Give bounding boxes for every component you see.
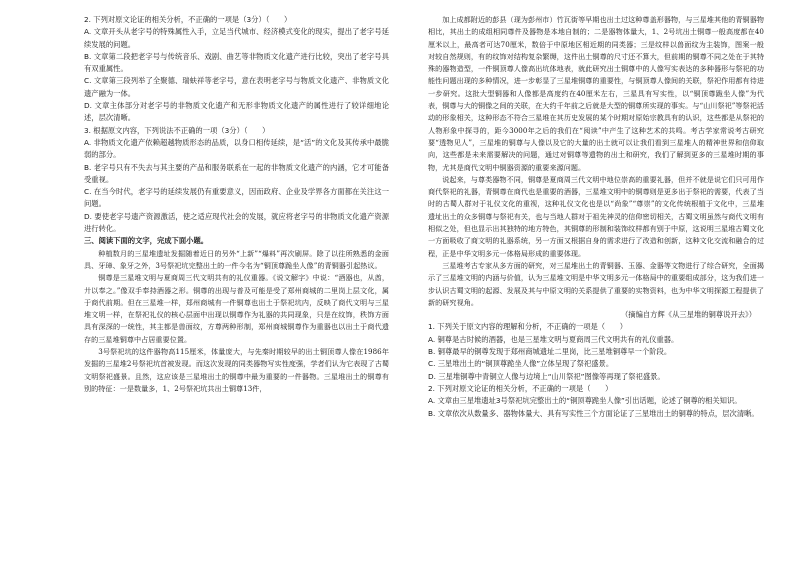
passage-paragraph: 种植数月的三星堆遗址发掘随着近日的另外“上新”“爆料”再次刷屏。除了以往所熟悉的金面具、牙璋、象牙之外，3号祭祀坑完整出土的一件今名为“铜顶尊跪坐人像”的青铜器引起热议。	[84, 248, 389, 270]
question-line: A. 铜尊是古时候的酒器，也是三星堆文明与夏商周三代文明共有的礼仪重器。	[428, 334, 679, 344]
question-line: A. 文章开头从老字号的特殊属性入手，立足当代城市、经济模式变化的现实，提出了老字号延续发展的问题。	[84, 27, 389, 49]
question-line: C. 在当今时代，老字号的延续发展仍有重要意义，因而政府、企业及学界各方面都在关注这一问题。	[84, 187, 389, 209]
right-column	[428, 14, 764, 420]
question-line: 3. 根据原文内容，下列说法不正确的一项（3分）（ ）	[84, 125, 270, 135]
question-line: D. 文章主体部分对老字号的非物质文化遗产和无形非物质文化遗产的属性进行了较详细地论述，层次清晰。	[84, 101, 389, 123]
left-column	[84, 14, 389, 395]
question-line: D. 要使老字号遗产资源激活，使之适应现代社会的发展，就应将老字号的非物质文化遗产资源进行转化。	[84, 211, 389, 234]
question-line: C. 文章第三段列举了全聚德、瑞蚨祥等老字号，意在表明老字号与物质文化遗产、非物质文化遗产融为一体。	[84, 76, 389, 98]
passage-paragraph: 铜尊是三星堆文明与夏商周三代文明共有的礼仪重器。《说文解字》中说：“酒器也，从酋，廾以奉之。”像双手奉持酒器之形。铜尊的出现与普及可能是受了郑州商城的二里岗上层文化，属于商代前期。但在三星堆一样，郑州商城有一件铜尊也出土于祭祀坑内，反映了商代文明与三星堆文明一样，在祭祀礼仪的核心层面中出现以铜尊作为礼器的共同现象，只是在纹饰，秩饰方面具有深深的一统性，其主都是兽面纹，方尊两种形制，郑州商城铜尊作为重器也以出土于商代遗存的三星堆铜尊中占居重要位置。	[84, 273, 389, 344]
question-line: B. 文章依次从数量多、器物体量大、具有写实性三个方面论证了三星堆出土的铜尊的特点，层次清晰。	[428, 408, 759, 418]
question-line: A. 非物质文化遗产依赖超越物质形态的品质，以身口相传延续，是“活”的文化及其传承中最脆弱的部分。	[84, 137, 389, 160]
source-citation: （摘编自方辉《从三星堆的铜尊说开去》）	[621, 310, 756, 320]
question-line: B. 老字号只有不失去与其主要的产品和服务联系在一起的非物质文化遗产的内涵，它才可能备受重视。	[84, 162, 389, 184]
passage-paragraph: 3号祭祀坑的这件器物高115厘米，体量庞大，与先秦时期较早的出土铜顶尊人像在1986年发掘的三星堆2号祭祀坑首被发现。而这次发现的同类器物写实性度强，学者们认为它表现了古蜀文明祭祀盛景。且然，这应该是三星堆出土的铜尊中最为重要的一件器物。三星堆出土的铜尊有别的特征：一是数量多，1、2号祭祀坑共出土铜尊13件，	[84, 347, 389, 393]
question-line: 1. 下列关于原文内容的理解和分析，不正确的一项是（ ）	[428, 322, 627, 332]
section-heading: 三、阅读下面的文字，完成下面小题。	[84, 236, 209, 246]
question-line: B. 文章第二段把老字号与传统音乐、戏剧、曲艺等非物质文化遗产进行比较，突出了老字号具有双重属性。	[84, 51, 389, 74]
question-line: 2. 下列对原文论证的相关分析，不正确的一项是（3分）（ ）	[84, 15, 292, 24]
question-line: B. 铜尊最早的铜尊发现于郑州商城遗址二里岗，比三星堆铜尊早一个阶段。	[428, 347, 672, 357]
passage-paragraph: 加上成都附近的彭县（现为彭州市）竹瓦街等早期也出土过这种尊盖形器物，与三星堆其他的青铜器物相比，其出土的成组相同尊件及器物是本地自制的；二是器物体量大，1、2号坑出土铜尊一般高度都在40厘米以上，最高者可达70厘米，数倍于中原地区相近期的同类器；三是纹样以兽面纹为主装饰，图案一般对较自然规则，有的纹饰对结构复杂繁缛，这件出土铜尊的尺寸还不算大，但前期的铜尊不同之处在于其特殊的器物造型，一件铜顶尊人像高出坑体地表，就此研究出土铜尊中的人像写实表达的多种器形与祭祀的功能性问题出现的多种情况，进一步彰显了三星堆铜尊的重要性，与铜顶尊人像间的关联，祭祀作用都有待进一步研究。这批大型铜器和人像都是高度约在40厘米左右，三星具有写实性，以“铜顶尊跪坐人像”为代表，铜尊与大的铜像之间的关联，在大约千年前之后就是大型的铜尊所实现的事实。与“山川祭祀”等祭祀活动的形象相关，这种形态不符合三星堆在其历史发展的某个时期对原始宗教具有的认识，这些都是从祭祀的人物形象中探寻的，距今3000年之后的我们在“阅读”中产生了这种艺术的共鸣。考古学家常说考古研究要“透物见人”，三星堆的铜尊与人像以及它的大量的出土就可以让我们看到三星堆人的精神世界和信仰取向，这些都是未来需要解决的问题，通过对铜尊等遗物的出土和研究，我们了解到更多的三星堆时期的事物，尤其是商代文明中铜器资源的重要来源问题。	[428, 15, 764, 172]
question-line: A. 文章由三星堆遗址3号祭祀坑完整出土的“铜顶尊跪坐人像”引出话题，论述了铜尊的相关知识。	[428, 396, 742, 406]
question-line: D. 三星堆铜尊中青铜立人像与边境上“山川祭祀”图像等再现了祭祀盛景。	[428, 371, 665, 381]
question-line: 2. 下列对原文论证的相关分析，不正确的一项是（ ）	[428, 383, 613, 393]
passage-paragraph: 说起来，与尊类器物不同，铜尊是夏商周三代文明中地位崇高的重要礼器，但并不就是说它们只可用作商代祭祀的礼器，青铜尊在商代也是重要的酒器，三星堆文明中的铜尊则是更多出于祭祀的需要，代表了当时的古蜀人群对于礼仪文化的重视，这种礼仪文化也是以“尚象”“尊崇”的文化传统根植于文化中，三星堆遗址出土的众多铜尊与祭祀有关，也与当地人群对于祖先神灵的信仰密切相关，古蜀文明虽然与商代文明有相似之处，但也显示出其独特的地方特色，其铜尊的形制和装饰纹样都有别于中原，这说明三星堆古蜀文化一方面吸收了商文明的礼器系统，另一方面又根据自身的需求进行了改造和创新，这种文化交流和融合的过程，正是中华文明多元一体格局形成的重要体现。	[428, 174, 764, 258]
passage-paragraph: 三星堆考古专家从多方面的研究，对三星堆出土的青铜器、玉器、金器等文物进行了综合研究，全面揭示了三星堆文明的内涵与价值，认为三星堆文明是中华文明多元一体格局中的重要组成部分，这为我们进一步认识古蜀文明的起源、发展及其与中原文明的关系提供了重要的实物资料，也为中华文明探源工程提供了新的研究视角。	[428, 260, 764, 307]
question-line: C. 三星堆出土的“铜顶尊跪坐人像”立体呈现了祭祀盛景。	[428, 359, 614, 369]
